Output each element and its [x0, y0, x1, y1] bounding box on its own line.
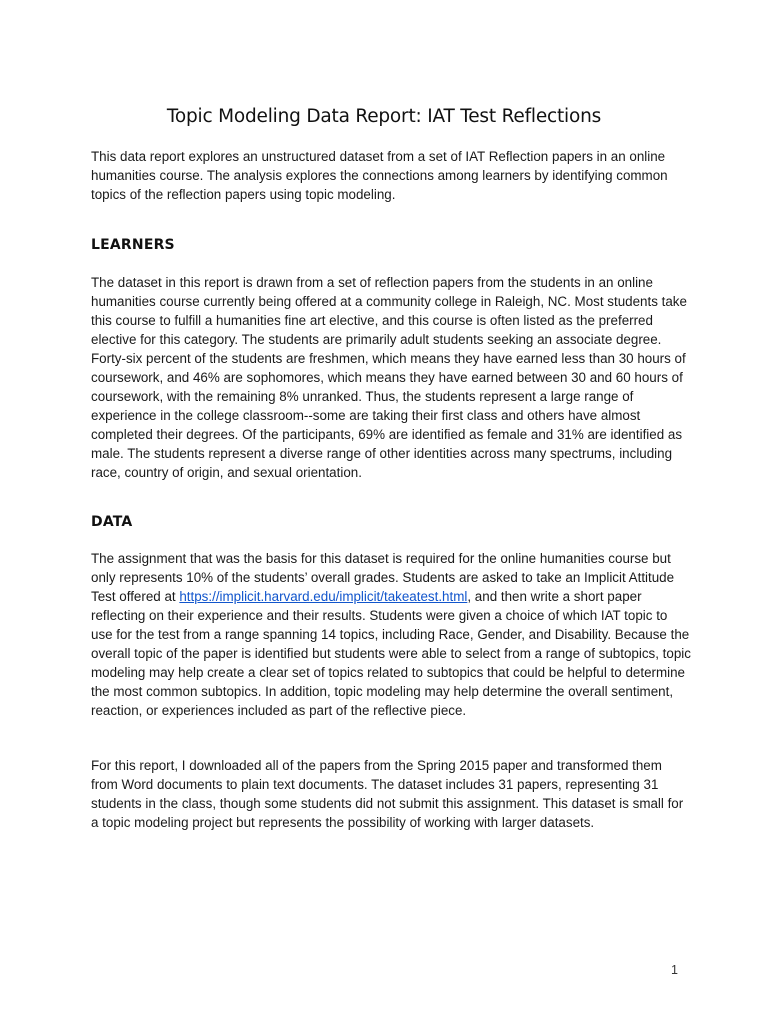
data-heading: DATA [91, 514, 133, 530]
learners-heading: LEARNERS [91, 237, 175, 253]
iat-test-link[interactable]: https://implicit.harvard.edu/implicit/takeatest.html [179, 589, 468, 604]
data-paragraph-1-end: , and then write a short paper reflecting on their experience and their results. Students were given a choice of which IAT topic to use for the test from a range spanning 14 topics, including Race, Gender, and Disability. Because the overall topic of the paper is identified but students were able to select from a range of subtopics, topic modeling may help create a clear set of topics related to subtopics that could be helpful to determine the most common subtopics. In addition, topic modeling may help determine the overall sentiment, reaction, or experiences included as part of the reflective piece. [91, 589, 691, 718]
data-paragraph-2: For this report, I downloaded all of the papers from the Spring 2015 paper and transformed them from Word documents to plain text documents. The dataset includes 31 papers, representing 31 students in the class, though some students did not submit this assignment. This dataset is small for a topic modeling project but represents the possibility of working with larger datasets. [91, 758, 684, 830]
data-paragraph-1-start: The assignment that was the basis for this dataset is required for the online humanities course but only represents 10% of the students’ overall grades. Students are asked to take an Implicit Attitude Test offered at [91, 551, 675, 604]
learners-paragraph: The dataset in this report is drawn from a set of reflection papers from the students in an online humanities course currently being offered at a community college in Raleigh, NC. Most students take this course to fulfill a humanities fine art elective, and this course is often listed as the preferred elective for this category. The students are primarily adult students seeking an associate degree. Forty-six percent of the students are freshmen, which means they have earned less than 30 hours of coursework, and 46% are sophomores, which means they have earned between 30 and 60 hours of coursework, with the remaining 8% unranked. Thus, the students represent a large range of experience in the college classroom--some are taking their first class and others have almost completed their degrees. Of the participants, 69% are identified as female and 31% are identified as male. The students represent a diverse range of other identities across many spectrums, including race, country of origin, and sexual orientation. [91, 275, 687, 480]
document-title: Topic Modeling Data Report: IAT Test Reflections [166, 106, 602, 127]
page-number: 1 [671, 963, 678, 977]
intro-paragraph: This data report explores an unstructured dataset from a set of IAT Reflection papers in an online humanities course. The analysis explores the connections among learners by identifying common topics of the reflection papers using topic modeling. [91, 149, 668, 202]
data-paragraph-1 [91, 549, 691, 720]
